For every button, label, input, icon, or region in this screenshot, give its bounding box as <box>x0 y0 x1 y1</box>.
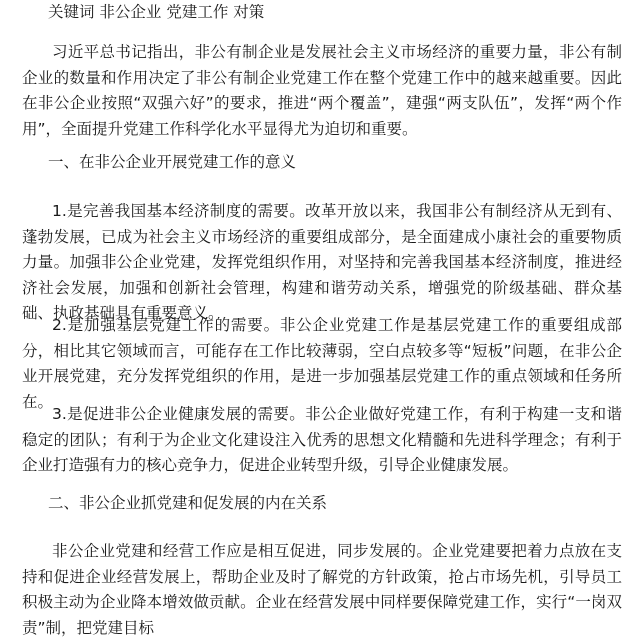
section-2-heading: 二、非公企业抓党建和促发展的内在关系 <box>48 494 328 512</box>
keywords-line: 关键词 非公企业 党建工作 对策 <box>48 3 265 21</box>
intro-paragraph: 习近平总书记指出，非公有制企业是发展社会主义市场经济的重要力量，非公有制企业的数量和作用决定了非公有制企业党建工作在整个党建工作中的越来越重要。因此在非公企业按照“双强六好”的要求，推进“两个覆盖”，建强“两支队伍”，发挥“两个作用”，全面提升党建工作科学化水平显得尤为迫切和重要。 <box>22 43 622 138</box>
section-1-heading: 一、在非公企业开展党建工作的意义 <box>48 153 297 171</box>
point-2-paragraph: 2.是加强基层党建工作的需要。非公企业党建工作是基层党建工作的重要组成部分，相比其它领域而言，可能存在工作比较薄弱，空白点较多等“短板”问题，在非公企业开展党建，充分发挥党组织的作用，是进一步加强基层党建工作的重点领域和任务所在。 <box>22 316 622 411</box>
section-2-paragraph: 非公企业党建和经营工作应是相互促进，同步发展的。企业党建要把着力点放在支持和促进企业经营发展上，帮助企业及时了解党的方针政策，抢占市场先机，引导员工积极主动为企业降本增效做贡献。企业在经营发展中同样要保障党建工作，实行“一岗双责”制，把党建目标 <box>22 542 622 637</box>
point-3-paragraph: 3.是促进非公企业健康发展的需要。非公企业做好党建工作，有利于构建一支和谐稳定的团队；有利于为企业文化建设注入优秀的思想文化精髓和先进科学理念；有利于企业打造强有力的核心竞争力，促进企业转型升级，引导企业健康发展。 <box>22 405 622 474</box>
point-1-paragraph: 1.是完善我国基本经济制度的需要。改革开放以来，我国非公有制经济从无到有、蓬勃发展，已成为社会主义市场经济的重要组成部分，是全面建成小康社会的重要物质力量。加强非公企业党建，发挥党组织作用，对坚持和完善我国基本经济制度，推进经济社会发展，加强和创新社会管理，构建和谐劳动关系，增强党的阶级基础、群众基础、执政基础具有重要意义。 <box>22 202 622 322</box>
